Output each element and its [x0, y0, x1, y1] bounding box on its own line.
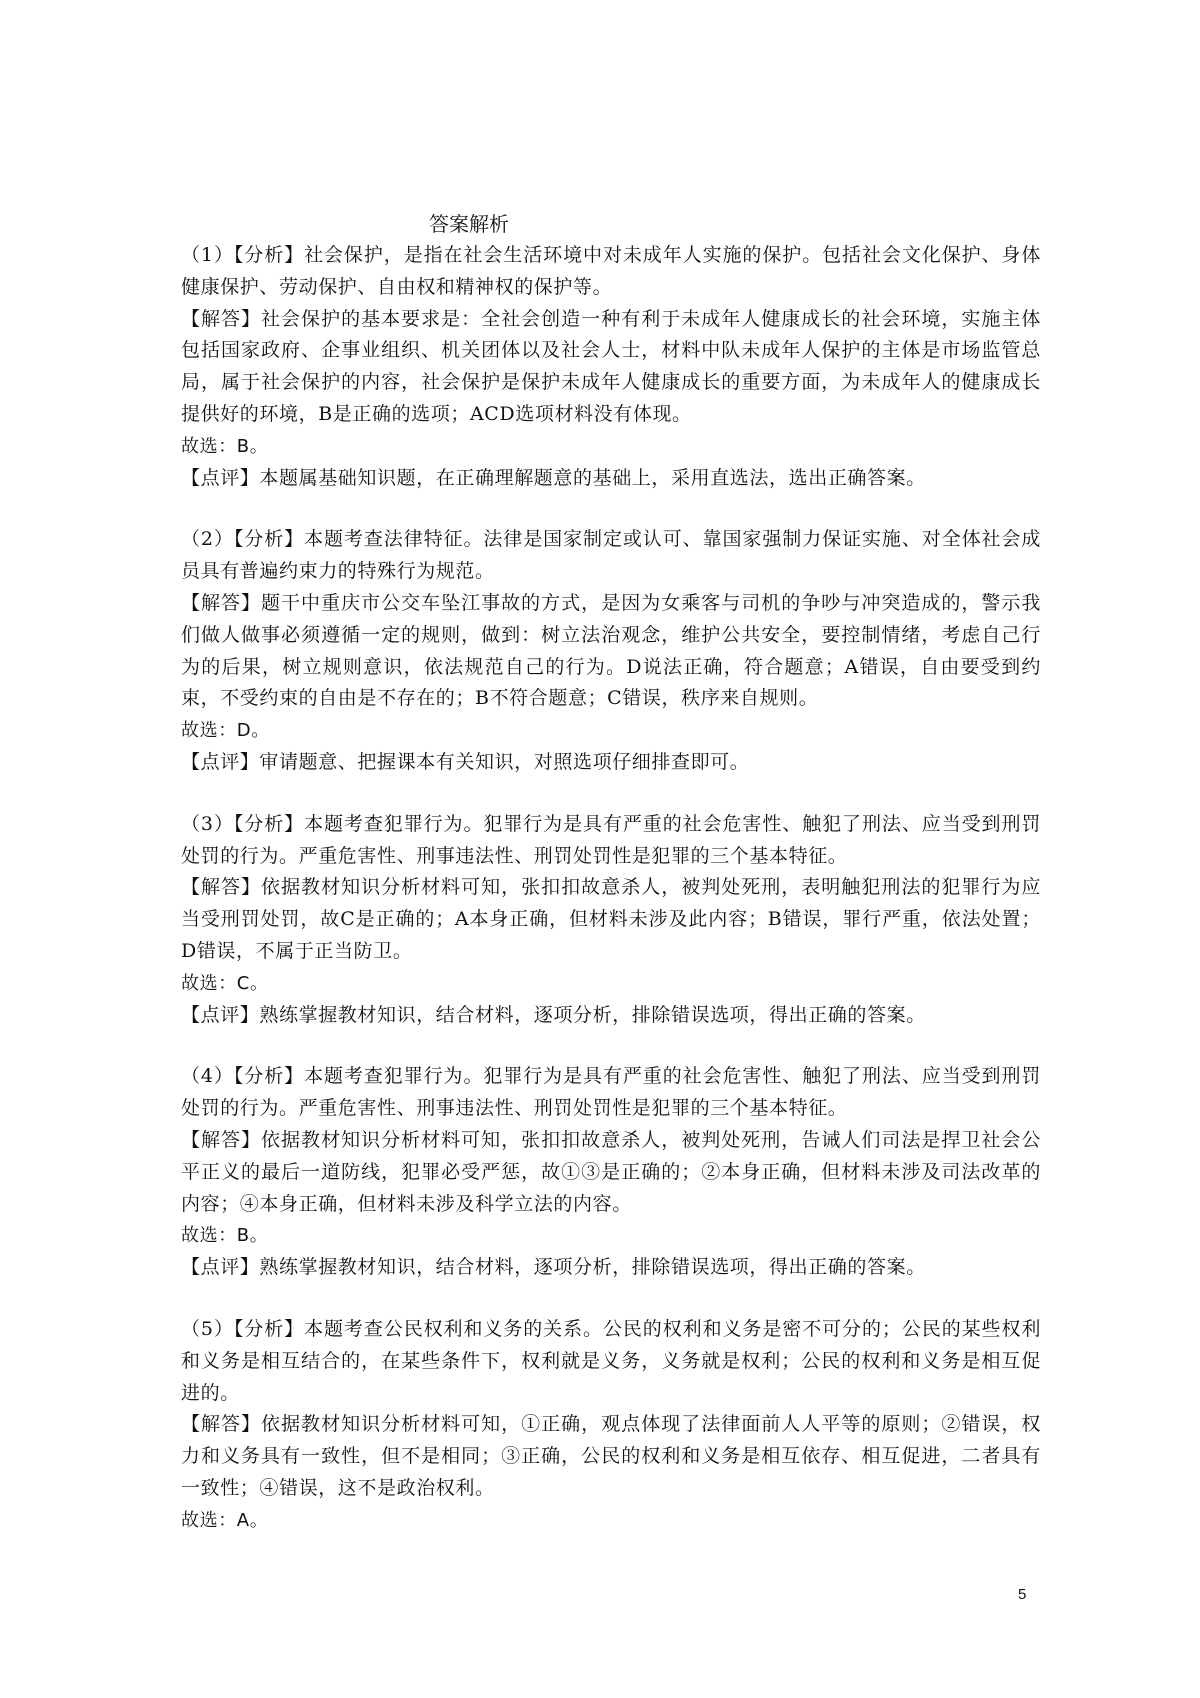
solution-paragraph: 【解答】依据教材知识分析材料可知，①正确，观点体现了法律面前人人平等的原则；②错误，权力和义务具有一致性，但不是相同；③正确，公民的权利和义务是相互依存、相互促进，二者具有一致性；④错误，这不是政治权利。 [181, 1413, 1041, 1499]
solution-paragraph: 【解答】依据教材知识分析材料可知，张扣扣故意杀人，被判处死刑，告诫人们司法是捍卫社会公平正义的最后一道防线，犯罪必受严惩，故①③是正确的；②本身正确，但材料未涉及司法改革的内容；④本身正确，但材料未涉及科学立法的内容。 [181, 1128, 1041, 1215]
answer-section-5 [181, 1314, 1041, 1537]
solution-paragraph: 【解答】社会保护的基本要求是：全社会创造一种有利于未成年人健康成长的社会环境，实施主体包括国家政府、企事业组织、机关团体以及社会人士，材料中队未成年人保护的主体是市场监管总局，属于社会保护的内容，社会保护是保护未成年人健康成长的重要方面，为未成年人的健康成长提供好的环境，B是正确的选项；ACD选项材料没有体现。 [181, 307, 1041, 425]
page-number: 5 [1018, 1586, 1027, 1603]
comment-paragraph: 【点评】熟练掌握教材知识，结合材料，逐项分析，排除错误选项，得出正确的答案。 [181, 1256, 926, 1279]
analysis-paragraph: （3）【分析】本题考查犯罪行为。犯罪行为是具有严重的社会危害性、触犯了刑法、应当受到刑罚处罚的行为。严重危害性、刑事违法性、刑罚处罚性是犯罪的三个基本特征。 [181, 812, 1041, 867]
answer-choice: 故选：C。 [181, 972, 269, 994]
solution-paragraph: 【解答】依据教材知识分析材料可知，张扣扣故意杀人，被判处死刑，表明触犯刑法的犯罪行为应当受刑罚处罚，故C是正确的；A本身正确，但材料未涉及此内容；B错误，罪行严重，依法处置；D错误，不属于正当防卫。 [181, 876, 1041, 962]
answer-choice: 故选：D。 [181, 720, 270, 742]
document-title: 答案解析 [429, 212, 509, 236]
answer-choice: 故选：B。 [181, 1225, 269, 1247]
solution-paragraph: 【解答】题干中重庆市公交车坠江事故的方式，是因为女乘客与司机的争吵与冲突造成的，警示我们做人做事必须遵循一定的规则，做到：树立法治观念，维护公共安全，要控制情绪，考虑自己行为的后果，树立规则意识，依法规范自己的行为。D说法正确，符合题意；A错误，自由要受到约束，不受约束的自由是不存在的；B不符合题意；C错误，秩序来自规则。 [181, 591, 1041, 710]
analysis-paragraph: （1）【分析】社会保护，是指在社会生活环境中对未成年人实施的保护。包括社会文化保护、身体健康保护、劳动保护、自由权和精神权的保护等。 [181, 244, 1041, 298]
comment-paragraph: 【点评】审请题意、把握课本有关知识，对照选项仔细排查即可。 [181, 750, 750, 773]
answer-choice: 故选：B。 [181, 435, 269, 457]
answer-section-4 [181, 1061, 1041, 1284]
analysis-paragraph: （2）【分析】本题考查法律特征。法律是国家制定或认可、靠国家强制力保证实施、对全体社会成员具有普遍约束力的特殊行为规范。 [181, 528, 1041, 583]
comment-paragraph: 【点评】熟练掌握教材知识，结合材料，逐项分析，排除错误选项，得出正确的答案。 [181, 1003, 926, 1026]
document-body [181, 208, 1041, 1536]
analysis-paragraph: （5）【分析】本题考查公民权利和义务的关系。公民的权利和义务是密不可分的；公民的某些权利和义务是相互结合的，在某些条件下，权利就是义务，义务就是权利；公民的权利和义务是相互促进的。 [181, 1317, 1041, 1404]
answer-choice: 故选：A。 [181, 1509, 269, 1531]
answer-section-2 [181, 524, 1041, 778]
answer-section-3 [181, 809, 1041, 1032]
comment-paragraph: 【点评】本题属基础知识题，在正确理解题意的基础上，采用直选法，选出正确答案。 [181, 466, 926, 489]
analysis-paragraph: （4）【分析】本题考查犯罪行为。犯罪行为是具有严重的社会危害性、触犯了刑法、应当受到刑罚处罚的行为。严重危害性、刑事违法性、刑罚处罚性是犯罪的三个基本特征。 [181, 1065, 1041, 1120]
answer-section-1 [181, 240, 1041, 494]
